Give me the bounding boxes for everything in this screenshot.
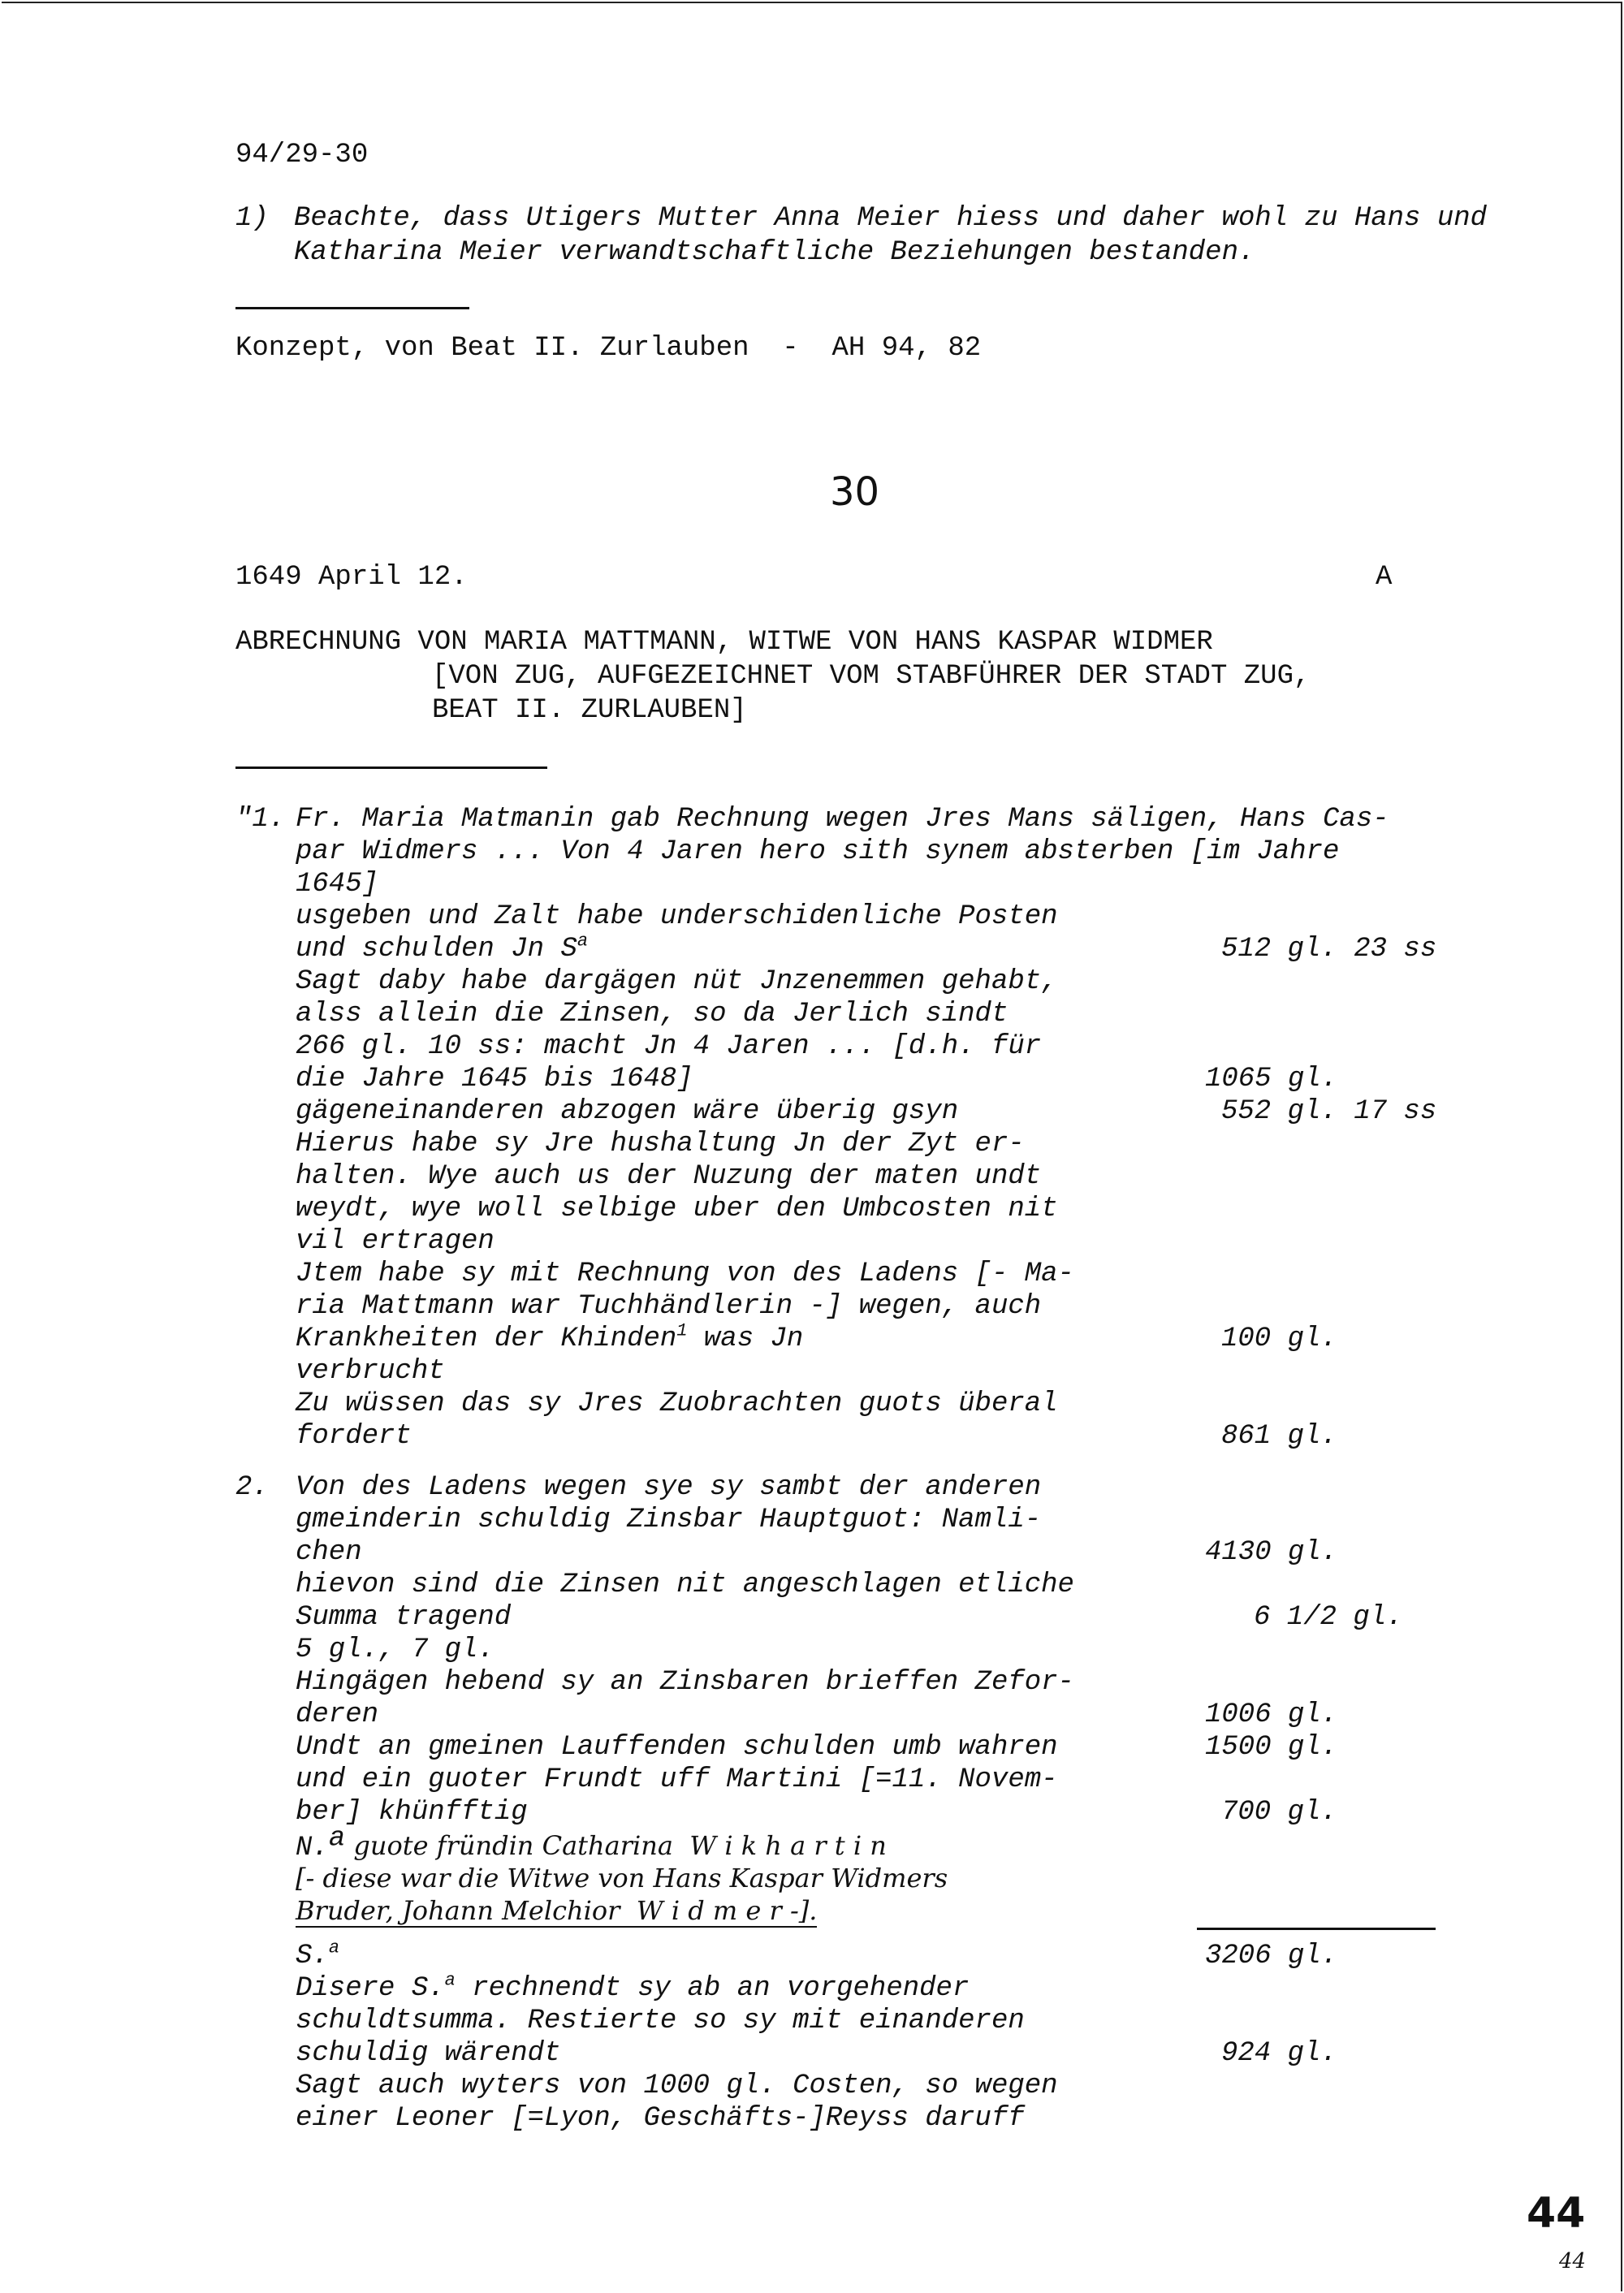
entry-2-line: ber] khünfftig bbox=[296, 1797, 528, 1828]
sum-sup-a: a bbox=[328, 1937, 340, 1958]
entry-1-line: halten. Wye auch us der Nuzung der maten undt bbox=[296, 1161, 1042, 1192]
entry-1-line: und schulden Jn S bbox=[296, 934, 577, 965]
footnote-line-1: Beachte, dass Utigers Mutter Anna Meier hiess und daher wohl zu Hans und bbox=[294, 203, 1488, 234]
handwritten-line-2: [- diese war die Witwe von Hans Kaspar Widmers bbox=[296, 1863, 948, 1894]
entry-1-line: 266 gl. 10 ss: macht Jn 4 Jaren ... [d.h. für bbox=[296, 1031, 1042, 1062]
entry-1-line: ria Mattmann war Tuchhändlerin -] wegen, auch bbox=[296, 1291, 1042, 1322]
entry-2-line: chen bbox=[296, 1537, 362, 1568]
sum-amount: 3206 gl. bbox=[1205, 1941, 1338, 1971]
footnote-line-2: Katharina Meier verwandtschaftliche Beziehungen bestanden. bbox=[294, 237, 1255, 268]
sum-rule bbox=[1197, 1928, 1436, 1930]
source-note: Konzept, von Beat II. Zurlauben - AH 94, 82 bbox=[235, 333, 982, 364]
entry-2-amount: 4130 gl. bbox=[1205, 1537, 1338, 1568]
entry-1-line: gägeneinanderen abzogen wäre überig gsyn bbox=[296, 1096, 959, 1127]
page-number: 44 bbox=[1527, 2189, 1586, 2238]
entry-1-amount: 512 gl. 23 ss bbox=[1221, 934, 1437, 965]
after-line: rechnendt sy ab an vorgehender bbox=[455, 1973, 970, 2004]
entry-2-amount: 700 gl. bbox=[1221, 1797, 1337, 1828]
entry-1-first-line: par Widmers ... Von 4 Jaren hero sith synem absterben [im Jahre bbox=[296, 836, 1340, 867]
sum-label-row bbox=[296, 1937, 340, 1971]
entry-2-line: Undt an gmeinen Lauffenden schulden umb wahren bbox=[296, 1732, 1058, 1763]
heading-line-2: [VON ZUG, AUFGEZEICHNET VOM STABFÜHRER DER STADT ZUG, bbox=[432, 661, 1311, 692]
entry-1-amount: 861 gl. bbox=[1221, 1421, 1337, 1452]
entry-2-line: Summa tragend bbox=[296, 1602, 512, 1633]
entry-1-line: Krankheiten der Khinden bbox=[296, 1324, 677, 1354]
heading-line-1: ABRECHNUNG VON MARIA MATTMANN, WITWE VON HANS KASPAR WIDMER bbox=[235, 627, 1213, 658]
entry-2-amount: 6 1/2 gl. bbox=[1254, 1602, 1403, 1633]
entry-1-amount: 552 gl. 17 ss bbox=[1221, 1096, 1437, 1127]
handwritten-line-1 bbox=[296, 1823, 887, 1863]
entry-1-line-with-sup bbox=[296, 1320, 804, 1354]
after-line: Disere S. bbox=[296, 1973, 445, 2004]
after-line: schuldtsumma. Restierte so sy mit einanderen bbox=[296, 2006, 1025, 2036]
entry-2-amount: 1006 gl. bbox=[1205, 1699, 1338, 1730]
entry-1-line: verbrucht bbox=[296, 1356, 445, 1387]
document-letter: A bbox=[1376, 562, 1393, 593]
page-number-handwritten: 44 bbox=[1559, 2249, 1587, 2274]
entry-2-line: und ein guoter Frundt uff Martini [=11. Novem- bbox=[296, 1764, 1058, 1795]
after-line: Sagt auch wyters von 1000 gl. Costen, so wegen bbox=[296, 2071, 1058, 2101]
entry-2-line: Von des Ladens wegen sye sy sambt der anderen bbox=[296, 1472, 1042, 1503]
handwritten-text: guote fründin Catharina W i k h a r t i n bbox=[345, 1830, 887, 1861]
document-date: 1649 April 12. bbox=[235, 562, 468, 593]
footnote-divider bbox=[235, 307, 469, 309]
after-line-with-sup bbox=[296, 1970, 970, 2004]
entry-1-line: Hierus habe sy Jre hushaltung Jn der Zyt er- bbox=[296, 1129, 1025, 1159]
after-line: einer Leoner [=Lyon, Geschäfts-]Reyss daruff bbox=[296, 2103, 1025, 2134]
handwritten-line-3-text: Bruder, Johann Melchior W i d m e r -]. bbox=[296, 1895, 818, 1926]
document-reference: 94/29-30 bbox=[235, 140, 369, 171]
entry-1-line: Sagt daby habe dargägen nüt Jnzenemmen gehabt, bbox=[296, 966, 1058, 997]
entry-2-line: deren bbox=[296, 1699, 379, 1730]
entry-1-line: Jtem habe sy mit Rechnung von des Ladens [- Ma- bbox=[296, 1259, 1074, 1289]
entry-2-line: 5 gl., 7 gl. bbox=[296, 1634, 495, 1665]
entry-1-marker: "1. bbox=[235, 804, 286, 835]
handwritten-prefix: N. bbox=[296, 1833, 329, 1863]
footnote-marker: 1) bbox=[235, 203, 269, 234]
entry-2-amount: 1500 gl. bbox=[1205, 1732, 1338, 1763]
footnote-sup-a: a bbox=[577, 931, 589, 952]
footnote-sup-1: 1 bbox=[676, 1320, 688, 1341]
sum-label: S. bbox=[296, 1941, 329, 1971]
entry-2-line: hievon sind die Zinsen nit angeschlagen etliche bbox=[296, 1570, 1074, 1600]
entry-1-line: weydt, wye woll selbige uber den Umbcosten nit bbox=[296, 1194, 1058, 1224]
handwritten-line-3 bbox=[296, 1895, 817, 1926]
entry-1-line-with-sup bbox=[296, 931, 589, 965]
heading-line-3: BEAT II. ZURLAUBEN] bbox=[432, 695, 747, 726]
chapter-number: 30 bbox=[830, 469, 880, 515]
entry-2-line: Hingägen hebend sy an Zinsbaren brieffen Zefor- bbox=[296, 1667, 1074, 1698]
after-amount: 924 gl. bbox=[1221, 2038, 1337, 2069]
entry-1-line: die Jahre 1645 bis 1648] bbox=[296, 1064, 693, 1095]
entry-2-line: gmeinderin schuldig Zinsbar Hauptguot: Namli- bbox=[296, 1505, 1042, 1535]
entry-1-first-line: 1645] bbox=[296, 869, 379, 900]
handwritten-sup-a: a bbox=[328, 1823, 346, 1855]
after-line: schuldig wärendt bbox=[296, 2038, 561, 2069]
entry-1-first-line: Fr. Maria Matmanin gab Rechnung wegen Jres Mans säligen, Hans Cas- bbox=[296, 804, 1389, 835]
entry-1-line: was Jn bbox=[687, 1324, 804, 1354]
entry-1-line: usgeben und Zalt habe underschidenliche Posten bbox=[296, 901, 1058, 932]
entry-1-line: alss allein die Zinsen, so da Jerlich sindt bbox=[296, 999, 1009, 1030]
entry-1-line: fordert bbox=[296, 1421, 412, 1452]
entry-1-line: Zu wüssen das sy Jres Zuobrachten guots überal bbox=[296, 1388, 1058, 1419]
entry-1-amount: 1065 gl. bbox=[1205, 1064, 1338, 1095]
heading-divider bbox=[235, 766, 547, 769]
entry-1-line: vil ertragen bbox=[296, 1226, 495, 1257]
after-sup-a: a bbox=[444, 1970, 456, 1991]
entry-1-amount: 100 gl. bbox=[1221, 1324, 1337, 1354]
entry-2-marker: 2. bbox=[235, 1472, 269, 1503]
